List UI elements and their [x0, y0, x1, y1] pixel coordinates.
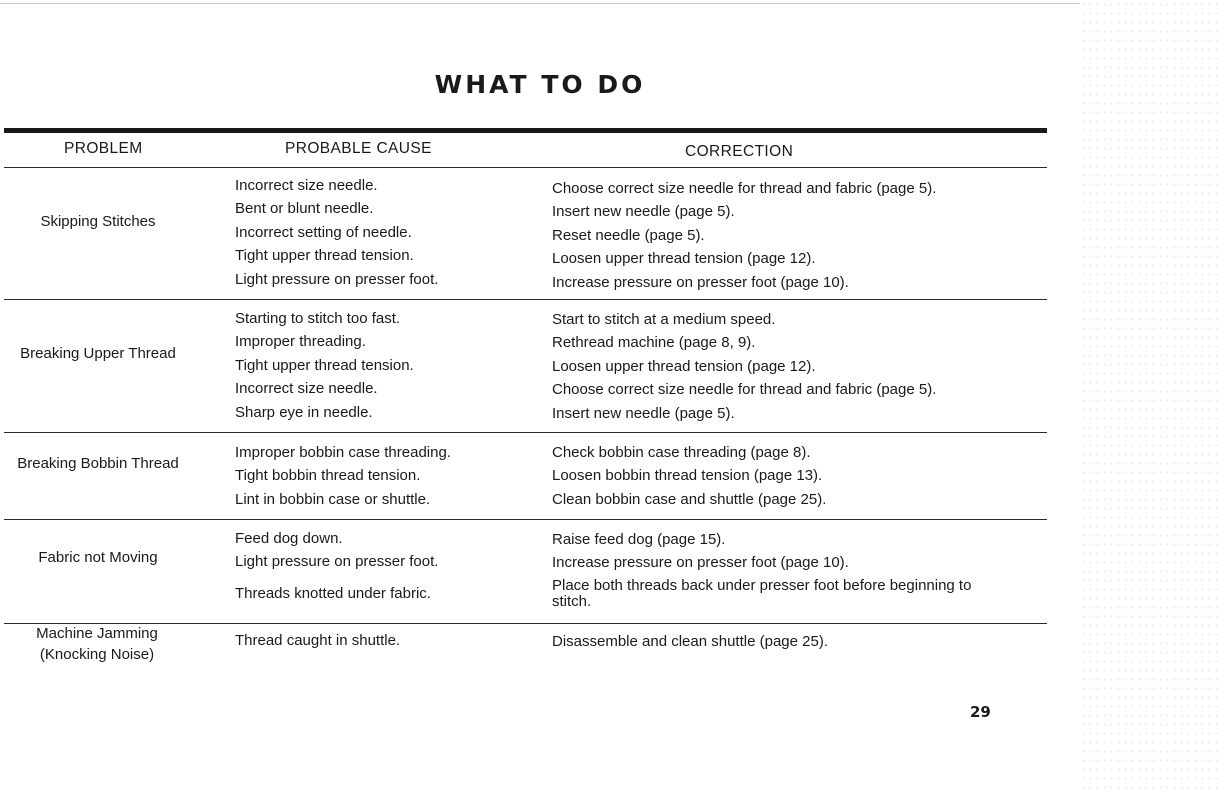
cause-item: Feed dog down. — [235, 530, 343, 547]
page-number: 29 — [970, 703, 991, 721]
cause-item: Threads knotted under fabric. — [235, 584, 431, 602]
cause-item: Tight upper thread tension. — [235, 356, 414, 374]
top-border-rule — [0, 3, 1080, 4]
cause-item: Improper threading. — [235, 333, 366, 351]
cause-item: Tight bobbin thread tension. — [235, 467, 421, 485]
correction-item: Loosen upper thread tension (page 12). — [552, 357, 816, 375]
cause-item: Tight upper thread tension. — [235, 247, 414, 265]
problem-cell: Breaking Bobbin Thread — [17, 455, 179, 472]
correction-item: Increase pressure on presser foot (page 10). — [552, 554, 849, 572]
row-divider — [4, 167, 1047, 168]
correction-item: Clean bobbin case and shuttle (page 25). — [552, 490, 827, 508]
header-problem: PROBLEM — [64, 140, 143, 157]
cause-item: Incorrect size needle. — [235, 380, 378, 398]
header-correction: CORRECTION — [685, 143, 794, 160]
correction-item: Check bobbin case threading (page 8). — [552, 444, 811, 461]
cause-item: Improper bobbin case threading. — [235, 444, 451, 461]
correction-item: Place both threads back under presser foot before beginning to stitch. — [552, 576, 972, 610]
cause-list — [235, 441, 451, 511]
header-probable-cause: PROBABLE CAUSE — [285, 140, 432, 157]
cause-item: Starting to stitch too fast. — [235, 310, 401, 327]
correction-item: Disassemble and clean shuttle (page 25). — [552, 633, 828, 650]
correction-item: Increase pressure on presser foot (page 10). — [552, 273, 849, 291]
cause-list — [235, 307, 414, 424]
row-divider — [4, 432, 1047, 433]
problem-cell: Machine Jamming (Knocking Noise) — [36, 625, 158, 663]
correction-list — [552, 177, 936, 294]
correction-item: Choose correct size needle for thread and fabric (page 5). — [552, 381, 937, 399]
row-divider — [4, 299, 1047, 300]
problem-cell: Fabric not Moving — [38, 549, 158, 566]
cause-list — [235, 174, 438, 291]
cause-item: Lint in bobbin case or shuttle. — [235, 490, 431, 508]
correction-item: Insert new needle (page 5). — [552, 203, 735, 221]
cause-item: Incorrect size needle. — [235, 177, 378, 194]
correction-list — [552, 441, 826, 511]
problem-cell: Skipping Stitches — [40, 213, 156, 230]
page-title: WHAT TO DO — [434, 70, 646, 99]
correction-item: Loosen bobbin thread tension (page 13). — [552, 467, 823, 485]
cause-item: Light pressure on presser foot. — [235, 553, 439, 571]
correction-item: Raise feed dog (page 15). — [552, 531, 726, 548]
correction-item: Reset needle (page 5). — [552, 226, 705, 244]
cause-item: Light pressure on presser foot. — [235, 270, 439, 288]
correction-item: Insert new needle (page 5). — [552, 404, 735, 422]
row-divider — [4, 519, 1047, 520]
correction-item: Loosen upper thread tension (page 12). — [552, 250, 816, 268]
cause-item: Incorrect setting of needle. — [235, 223, 412, 241]
cause-item: Bent or blunt needle. — [235, 200, 374, 218]
correction-list — [552, 528, 992, 610]
problem-cell: Breaking Upper Thread — [20, 345, 176, 362]
header-thick-rule — [4, 128, 1047, 133]
correction-list — [552, 630, 828, 653]
page-edge-speckle — [1080, 0, 1222, 794]
correction-list — [552, 308, 936, 425]
correction-item: Choose correct size needle for thread and fabric (page 5). — [552, 180, 937, 197]
correction-item: Start to stitch at a medium speed. — [552, 311, 776, 328]
cause-list — [235, 527, 438, 605]
cause-list — [235, 629, 400, 652]
cause-item: Sharp eye in needle. — [235, 403, 373, 421]
cause-item: Thread caught in shuttle. — [235, 632, 401, 649]
correction-item: Rethread machine (page 8, 9). — [552, 334, 756, 352]
